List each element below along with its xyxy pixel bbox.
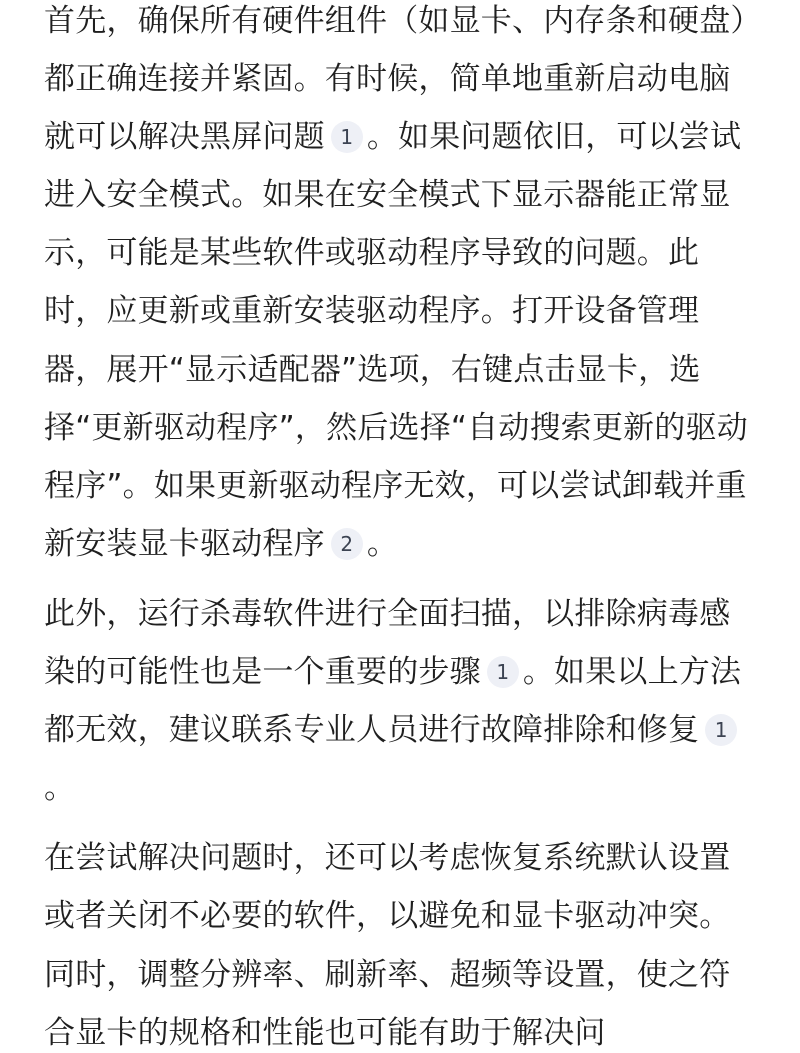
paragraph-text: 首先，确保所有硬件组件（如显卡、内存条和硬盘）都正确连接并紧固。有时候，简单地重新启动电脑就可以解决黑屏问题 — [44, 3, 747, 156]
citation-badge[interactable]: 1 — [331, 121, 363, 153]
paragraph-text: 。 — [44, 770, 76, 807]
paragraph-text: 此外，运行杀毒软件进行全面扫描，以排除病毒感染的可能性也是一个重要的步骤 — [44, 595, 731, 691]
paragraph-text: 。 — [366, 525, 399, 562]
citation-badge[interactable]: 1 — [487, 656, 519, 688]
answer-article — [44, 0, 760, 1053]
answer-paragraph — [44, 829, 760, 1053]
paragraph-text: 。如果以上方法都无效，建议联系专业人员进行故障排除和修复 — [44, 654, 742, 749]
paragraph-text: 在尝试解决问题时，还可以考虑恢复系统默认设置或者关闭不必要的软件，以避免和显卡驱动冲突。同时，调整分辨率、刷新率、超频等设置，使之符合显卡的规格和性能也可能有助于解决问 — [44, 840, 731, 1051]
citation-badge[interactable]: 2 — [331, 528, 363, 560]
citation-badge[interactable]: 1 — [705, 714, 737, 746]
paragraph-text: 。如果问题依旧，可以尝试进入安全模式。如果在安全模式下显示器能正常显示，可能是某些软件或驱动程序导致的问题。此时，应更新或重新安装驱动程序。打开设备管理器，展开“显示适配器”选项，右键点击显卡，选择“更新驱动程序”，然后选择“自动搜索更新的驱动程序”。如果更新驱动程序无效，可以尝试卸载并重新安装显卡驱动程序 — [44, 119, 748, 562]
answer-paragraph — [44, 585, 760, 817]
answer-paragraph — [44, 0, 760, 573]
